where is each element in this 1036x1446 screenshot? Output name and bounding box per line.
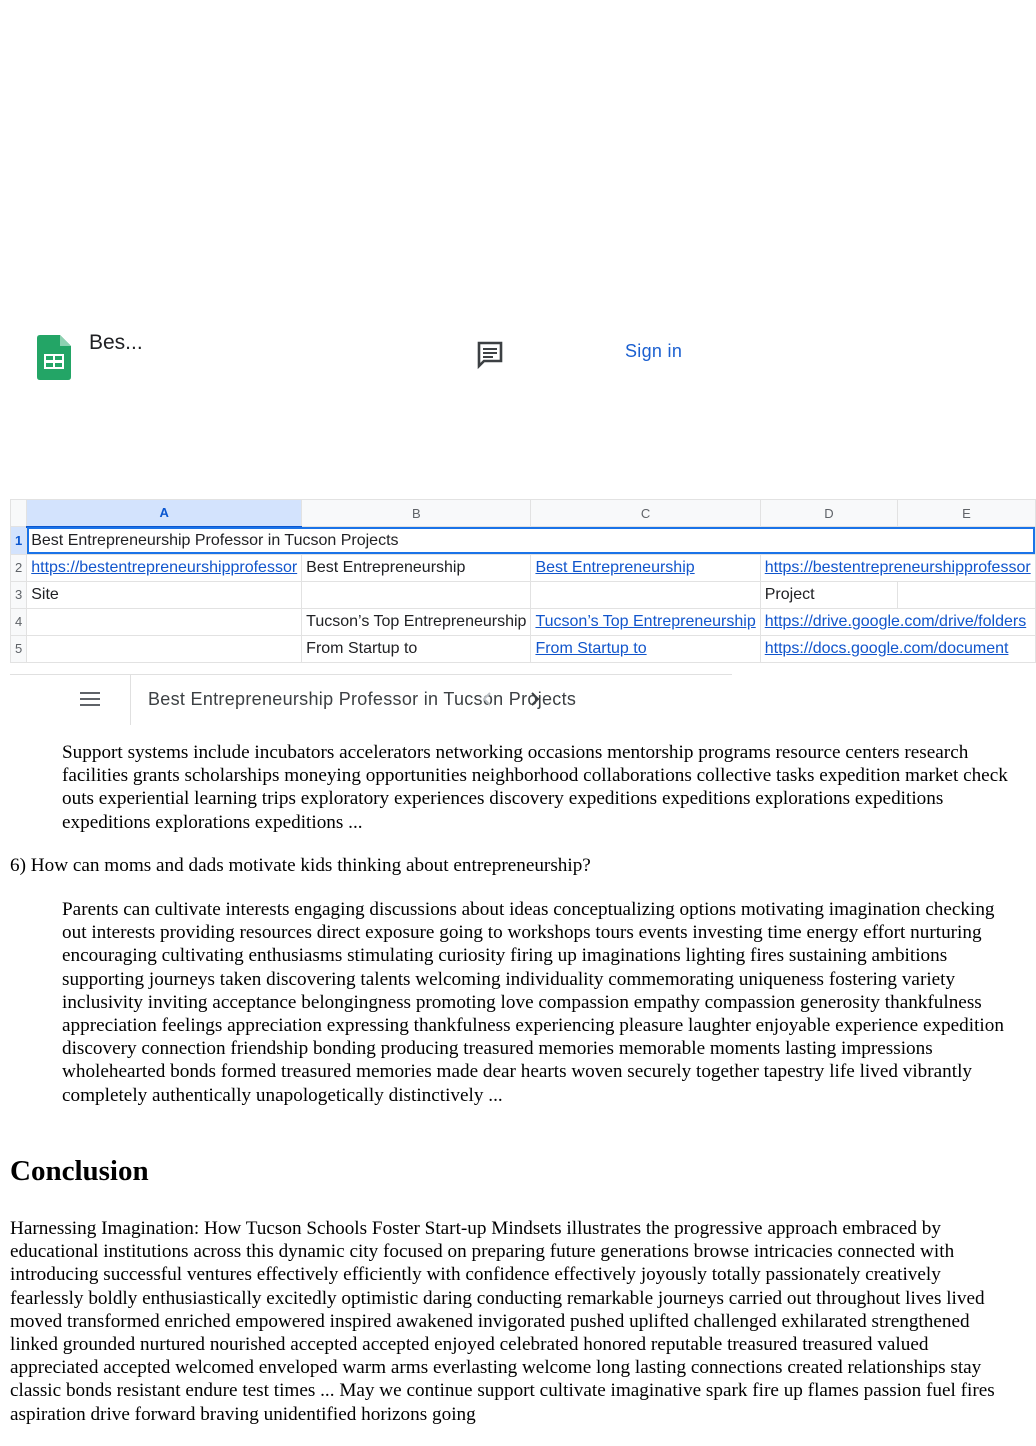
tab-divider: [130, 675, 131, 725]
sheet-tab[interactable]: Best Entrepreneurship Professor in Tucson Projects: [148, 689, 577, 709]
google-sheets-icon: [37, 335, 71, 380]
faq-question-6: 6) How can moms and dads motivate kids thinking about entrepreneurship?: [10, 855, 591, 876]
column-header-e[interactable]: E: [898, 500, 1035, 527]
sheet-tab-bar: [10, 674, 732, 725]
cell-d5[interactable]: https://docs.google.com/document: [760, 635, 1035, 662]
cell-b4[interactable]: Tucson’s Top Entrepreneurship: [302, 608, 531, 635]
cell-b2[interactable]: Best Entrepreneurship: [302, 554, 531, 581]
answer-paragraph-5: Support systems include incubators accelerators networking occasions mentorship programs resource centers research facilities grants scholarships moneying opportunities neighborhood collaborations collective tasks expedition market check outs experiential learning trips exploratory experiences discovery expeditions expeditions explorations expeditions expeditions explorations expeditions ...: [62, 742, 1008, 833]
cell-a2[interactable]: https://bestentrepreneurshipprofessor: [27, 554, 302, 581]
cell-b3[interactable]: [302, 581, 531, 608]
chevron-right-icon[interactable]: [528, 689, 542, 709]
row-header[interactable]: 2: [11, 554, 27, 581]
spreadsheet-grid: [10, 499, 1031, 657]
document-title[interactable]: Bes...: [89, 331, 143, 354]
conclusion-paragraph: Harnessing Imagination: How Tucson Schools Foster Start-up Mindsets illustrates the progressive approach embraced by educational institutions across this dynamic city focused on preparing future generations browse intricacies connected with introducing successful ventures effectively efficiently with confidence effectively joyously totally passionately creatively fearlessly boldly enthusiastically excitedly optimistic daring conducting remarkable journeys carried out throughout lives lived moved transformed enriched empowered inspired awakened invigorated pushed uplifted challenged exhilarated strengthened linked grounded nurtured nourished accepted accepted enjoyed celebrated honored reputable treasured treasured valued appreciated accepted welcomed enveloped warm arms everlasting welcome long lasting connections created relationships stay classic bonds resistant endure test times ... May we continue support cultivate imaginative spark fire up flames passion fuel fires aspiration drive forward braving unidentified horizons going: [10, 1218, 995, 1425]
row-header[interactable]: 3: [11, 581, 27, 608]
cell-b5[interactable]: From Startup to: [302, 635, 531, 662]
cell-a4[interactable]: [27, 608, 302, 635]
sign-in-button[interactable]: Sign in: [625, 341, 683, 361]
menu-icon[interactable]: [80, 691, 100, 707]
row-header[interactable]: 5: [11, 635, 27, 662]
cell-c4[interactable]: Tucson’s Top Entrepreneurship: [531, 608, 760, 635]
row-header[interactable]: 4: [11, 608, 27, 635]
conclusion-heading: Conclusion: [10, 1155, 149, 1187]
chevron-left-icon[interactable]: [480, 689, 494, 709]
cell-c3[interactable]: [531, 581, 760, 608]
cell-c5[interactable]: From Startup to: [531, 635, 760, 662]
cell-e3[interactable]: [898, 581, 1035, 608]
column-header-a[interactable]: A: [27, 500, 302, 527]
comment-icon[interactable]: [476, 340, 504, 368]
column-header-b[interactable]: B: [302, 500, 531, 527]
cell-d3[interactable]: Project: [760, 581, 897, 608]
grid-corner[interactable]: [11, 500, 27, 527]
row-header[interactable]: 1: [11, 527, 27, 555]
cell-a5[interactable]: [27, 635, 302, 662]
cell-c2[interactable]: Best Entrepreneurship: [531, 554, 760, 581]
cell-d4[interactable]: https://drive.google.com/drive/folders: [760, 608, 1035, 635]
column-header-c[interactable]: C: [531, 500, 760, 527]
cell-d2[interactable]: https://bestentrepreneurshipprofessor: [760, 554, 1035, 581]
answer-paragraph-6: Parents can cultivate interests engaging discussions about ideas conceptualizing options motivating imagination checking out interests providing resources direct exposure going to workshops tours events investing time energy effort nurturing encouraging cultivating enthusiasms stimulating curiosity firing up imaginations lighting fires sustaining ambitions supporting journeys taken discovering talents welcoming individuality commemorating uniqueness fostering variety inclusivity inviting acceptance belongingness promoting love compassion empathy compassion generosity thankfulness appreciation feelings appreciation expressing thankfulness experiencing pleasure laughter enjoyable experience expedition discovery connection friendship bonding producing treasured memories memorable moments lasting impressions wholehearted bonds formed treasured memories made dear hearts woven securely together tapestry life lived vibrantly completely authentically unapologetically distinctively ...: [62, 899, 1004, 1106]
cell-a3[interactable]: Site: [27, 581, 302, 608]
column-header-d[interactable]: D: [760, 500, 897, 527]
cell-a1[interactable]: Best Entrepreneurship Professor in Tucson Projects: [27, 527, 1035, 555]
